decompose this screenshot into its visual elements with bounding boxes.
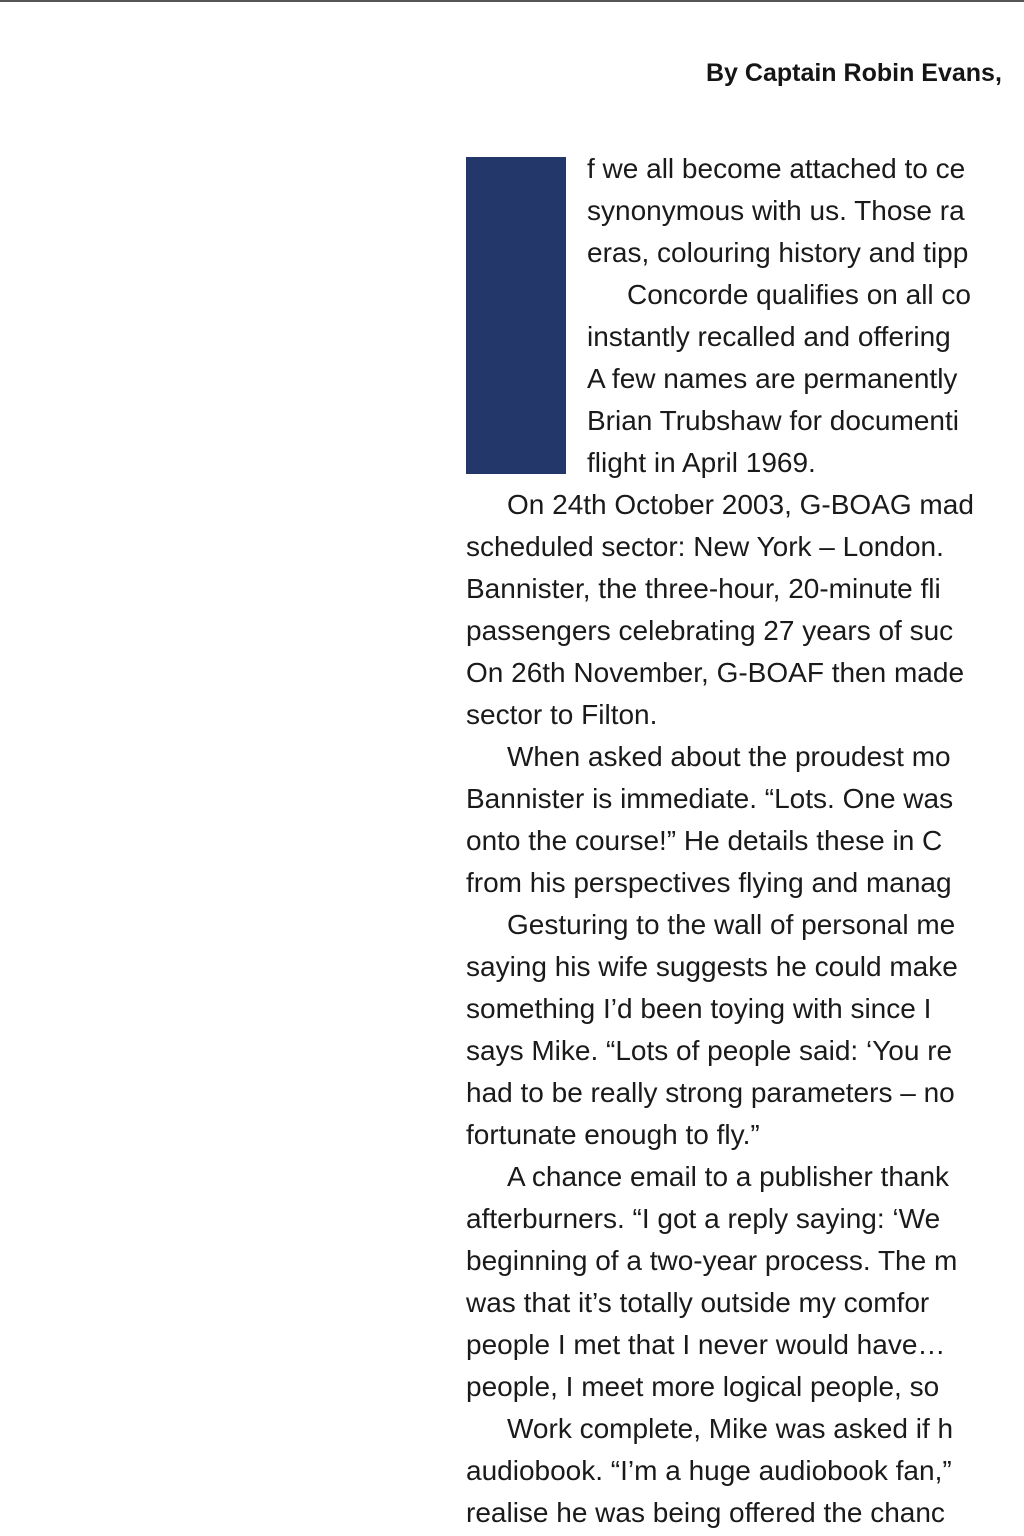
byline: By Captain Robin Evans, bbox=[706, 59, 1002, 87]
article-line: Concorde qualifies on all co bbox=[627, 279, 971, 310]
article-line: instantly recalled and offering bbox=[587, 321, 951, 352]
top-rule bbox=[0, 0, 1024, 2]
article-line: onto the course!” He details these in C bbox=[466, 825, 943, 856]
article-line: beginning of a two-year process. The m bbox=[466, 1245, 958, 1276]
article-line: sector to Filton. bbox=[466, 699, 658, 730]
article-line: eras, colouring history and tipp bbox=[587, 237, 969, 268]
article-line: passengers celebrating 27 years of suc bbox=[466, 615, 954, 646]
article-line: saying his wife suggests he could make bbox=[466, 951, 958, 982]
article-line: A few names are permanently bbox=[587, 363, 958, 394]
article-line: Bannister is immediate. “Lots. One was bbox=[466, 783, 954, 814]
article-line: people I met that I never would have… bbox=[466, 1329, 946, 1360]
article-line: scheduled sector: New York – London. bbox=[466, 531, 944, 562]
article-line: says Mike. “Lots of people said: ‘You re bbox=[466, 1035, 953, 1066]
article-line: Bannister, the three-hour, 20-minute fli bbox=[466, 573, 941, 604]
article-line: On 26th November, G-BOAF then made bbox=[466, 657, 965, 688]
article-line: Gesturing to the wall of personal me bbox=[507, 909, 956, 940]
article-line: something I’d been toying with since I bbox=[466, 993, 932, 1024]
article-line: afterburners. “I got a reply saying: ‘We bbox=[466, 1203, 941, 1234]
article-line: had to be really strong parameters – no bbox=[466, 1077, 955, 1108]
article-line: Brian Trubshaw for documenti bbox=[587, 405, 959, 436]
drop-cap-block bbox=[466, 157, 566, 474]
article-line: was that it’s totally outside my comfor bbox=[466, 1287, 930, 1318]
article-line: from his perspectives flying and manag bbox=[466, 867, 952, 898]
article-line: Work complete, Mike was asked if h bbox=[507, 1413, 954, 1444]
article-line: realise he was being offered the chanc bbox=[466, 1497, 945, 1528]
article-line: On 24th October 2003, G-BOAG mad bbox=[507, 489, 974, 520]
article-line: audiobook. “I’m a huge audiobook fan,” bbox=[466, 1455, 952, 1486]
article-line: f we all become attached to ce bbox=[587, 153, 966, 184]
article-line: fortunate enough to fly.” bbox=[466, 1119, 760, 1150]
article-line: When asked about the proudest mo bbox=[507, 741, 951, 772]
article-line: synonymous with us. Those ra bbox=[587, 195, 965, 226]
article-line: people, I meet more logical people, so bbox=[466, 1371, 940, 1402]
article-line: flight in April 1969. bbox=[587, 447, 816, 478]
article-line: A chance email to a publisher thank bbox=[507, 1161, 950, 1192]
